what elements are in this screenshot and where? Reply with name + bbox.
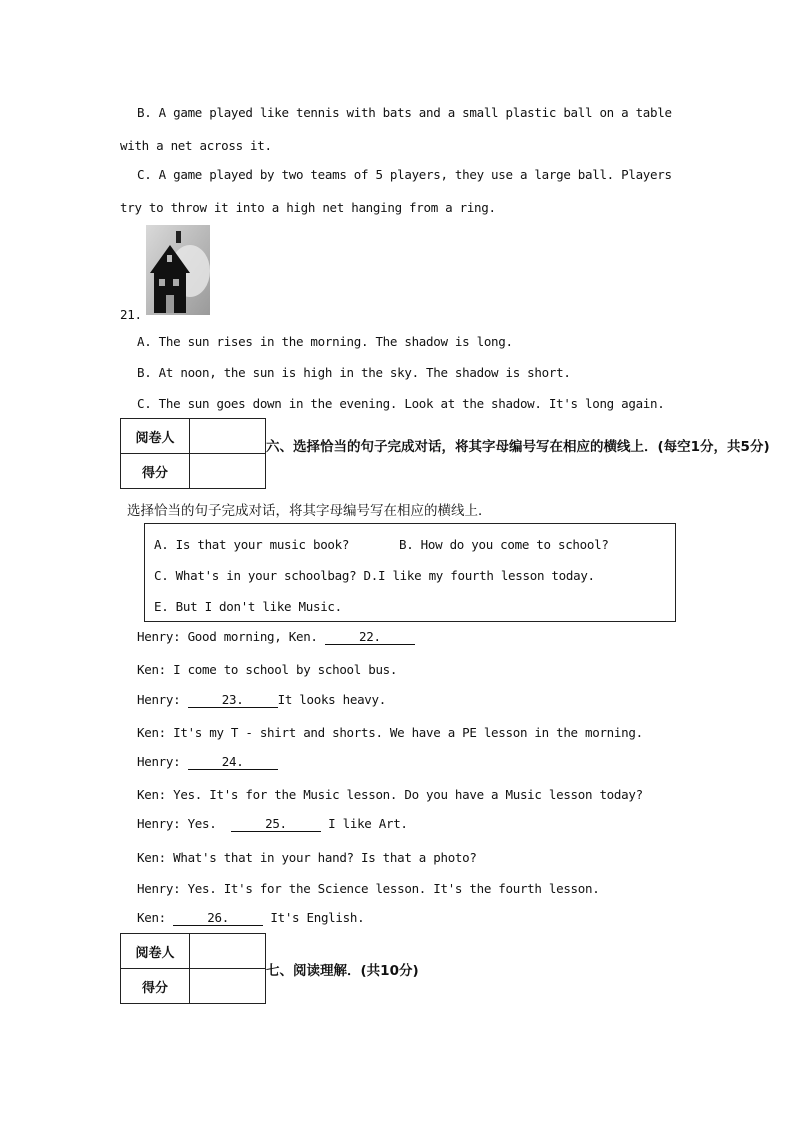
dialogue-text: Henry: Good morning, Ken. (137, 629, 325, 644)
reviewer-cell (190, 934, 266, 969)
reviewer-cell (190, 419, 266, 454)
blank-26[interactable]: 26. (173, 910, 263, 926)
option-a: A. Is that your music book? (154, 537, 350, 552)
score-box-section7 (120, 933, 266, 1004)
dialogue-line-4: Ken: It's my T - shirt and shorts. We have a PE lesson in the morning. (137, 725, 643, 740)
dialogue-text: I like Art. (320, 816, 408, 831)
dialogue-line-7 (137, 816, 408, 832)
section6-instruction: 选择恰当的句子完成对话，将其字母编号写在相应的横线上． (127, 503, 492, 519)
blank-22[interactable]: 22. (325, 629, 415, 645)
q20-option-c-line1: C. A game played by two teams of 5 players, they use a large ball. Players (137, 167, 672, 182)
score-label: 得分 (121, 454, 190, 489)
dialogue-line-6: Ken: Yes. It's for the Music lesson. Do you have a Music lesson today? (137, 787, 643, 802)
dialogue-text: It's English. (263, 910, 365, 925)
house-shadow-picture (146, 225, 210, 315)
q20-option-c-line2: try to throw it into a high net hanging from a ring. (120, 200, 496, 215)
option-c-d: C. What's in your schoolbag? D.I like my fourth lesson today. (154, 568, 595, 583)
dialogue-line-3 (137, 692, 386, 708)
q21-option-b: B. At noon, the sun is high in the sky. The shadow is short. (137, 365, 571, 380)
dialogue-line-9: Henry: Yes. It's for the Science lesson. It's the fourth lesson. (137, 881, 600, 896)
dialogue-line-2: Ken: I come to school by school bus. (137, 662, 398, 677)
q21-option-a: A. The sun rises in the morning. The shadow is long. (137, 334, 513, 349)
reviewer-label: 阅卷人 (121, 419, 190, 454)
blank-23[interactable]: 23. (188, 692, 278, 708)
dialogue-line-10 (137, 910, 364, 926)
dialogue-text: It looks heavy. (277, 692, 386, 707)
blank-25[interactable]: 25. (231, 816, 321, 832)
dialogue-text: Henry: (137, 754, 188, 769)
option-b: B. How do you come to school? (399, 537, 609, 552)
section6-options-box (144, 523, 676, 622)
score-cell (190, 969, 266, 1004)
q20-option-b-line1: B. A game played like tennis with bats and a small plastic ball on a table (137, 105, 672, 120)
dialogue-text: Henry: (137, 692, 188, 707)
q21-number: 21. (120, 307, 142, 322)
dialogue-line-1 (137, 629, 415, 645)
section7-heading: 七、阅读理解．(共10分) (266, 963, 419, 979)
dialogue-line-8: Ken: What's that in your hand? Is that a photo? (137, 850, 477, 865)
dialogue-text: Ken: (137, 910, 174, 925)
q21-option-c: C. The sun goes down in the evening. Look at the shadow. It's long again. (137, 396, 665, 411)
score-label: 得分 (121, 969, 190, 1004)
dialogue-text: Henry: Yes. (137, 816, 231, 831)
option-e: E. But I don't like Music. (154, 599, 342, 614)
score-cell (190, 454, 266, 489)
reviewer-label: 阅卷人 (121, 934, 190, 969)
score-box-section6 (120, 418, 266, 489)
dialogue-line-5 (137, 754, 278, 770)
section6-heading: 六、选择恰当的句子完成对话，将其字母编号写在相应的横线上．(每空1分，共5分) (266, 439, 770, 455)
blank-24[interactable]: 24. (188, 754, 278, 770)
q20-option-b-line2: with a net across it. (120, 138, 272, 153)
